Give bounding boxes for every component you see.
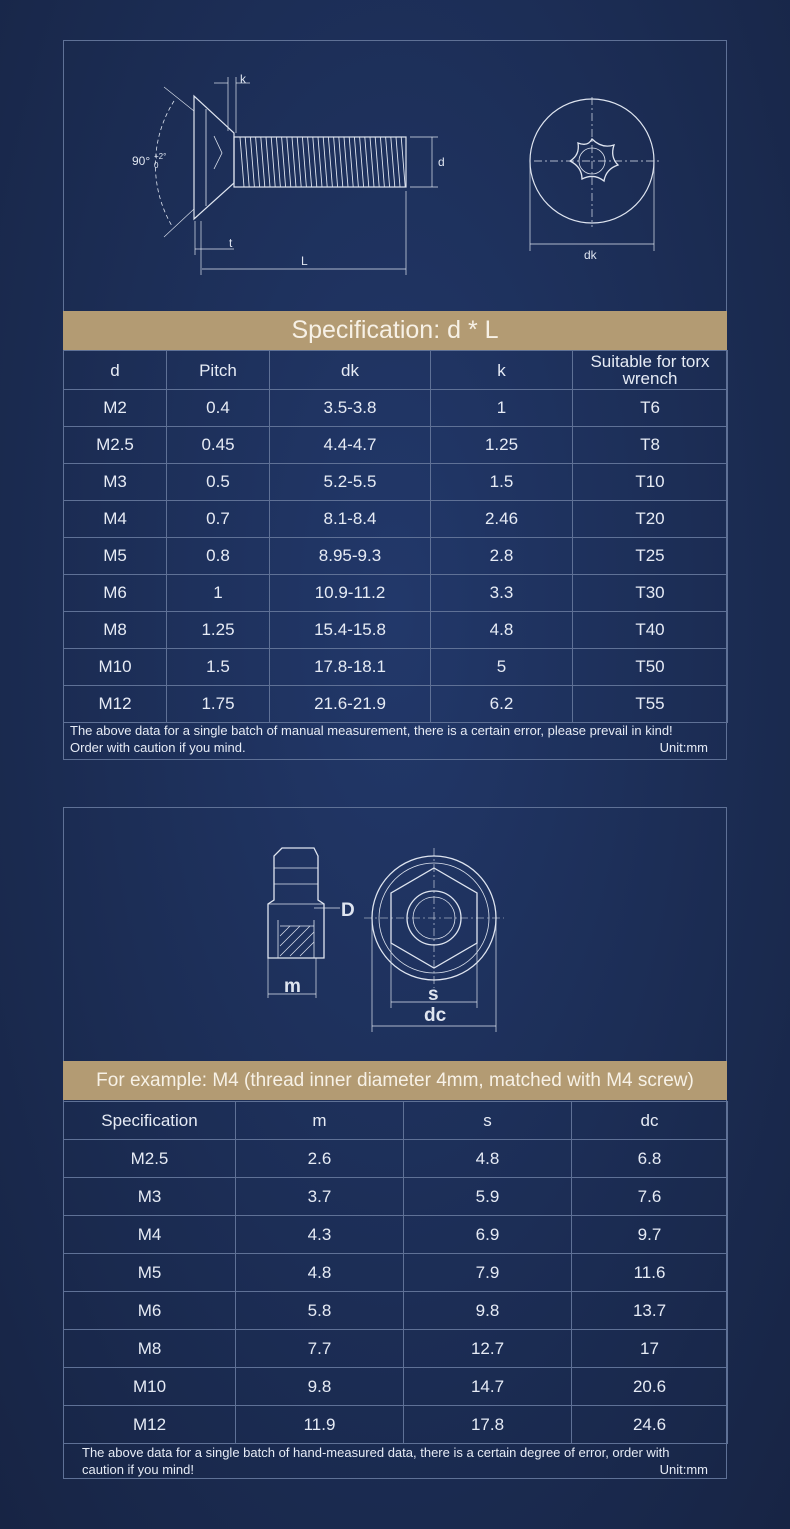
screw-drawing [64,41,726,311]
cell: 8.1-8.4 [270,501,431,538]
cell: 11.6 [572,1254,728,1292]
nut-spec-title: For example: M4 (thread inner diameter 4mm, matched with M4 screw) [63,1061,727,1100]
cell: 4.8 [236,1254,404,1292]
cell: 1 [431,390,573,427]
cell: 11.9 [236,1406,404,1444]
table-row [64,1216,728,1254]
thread-line [292,137,296,187]
cell: 1 [167,575,270,612]
cell: 0.45 [167,427,270,464]
cell: 2.6 [236,1140,404,1178]
thread-line [313,137,317,187]
label-tol-plus: +2° [154,152,167,161]
thread-line [271,137,275,187]
cell: T8 [573,427,728,464]
cell: 17.8 [404,1406,572,1444]
thread-line [344,137,348,187]
label-dk: dk [584,248,597,262]
cell: 3.3 [431,575,573,612]
header-dc: dc [572,1102,728,1140]
cell: 20.6 [572,1368,728,1406]
thread-line [318,137,322,187]
cell: 5 [431,649,573,686]
thread-line [287,137,291,187]
cell: 0.8 [167,538,270,575]
thread-line [245,137,249,187]
thread-line [380,137,384,187]
thread-line [339,137,343,187]
table-row [64,427,728,464]
cell: 0.5 [167,464,270,501]
cell: T55 [573,686,728,723]
label-angle: 90° [132,154,151,168]
table-row [64,1368,728,1406]
table-header-row [64,1102,728,1140]
cell: 4.8 [404,1140,572,1178]
cell: 4.8 [431,612,573,649]
thread-line [328,137,332,187]
thread-line [401,137,405,187]
label-m: m [284,976,301,997]
cell: 7.6 [572,1178,728,1216]
nut-note-text: The above data for a single batch of hand-measured data, there is a certain degree of error, order with caution if you mind! [82,1445,670,1477]
cell: 4.3 [236,1216,404,1254]
thread-line [302,137,306,187]
thread-line [297,137,301,187]
cell: 10.9-11.2 [270,575,431,612]
cell: T30 [573,575,728,612]
header-torx: Suitable for torx wrench [573,351,728,390]
table-header-row [64,351,728,390]
cell: T40 [573,612,728,649]
thread-line [250,137,254,187]
cell: 4.4-4.7 [270,427,431,464]
cell: 1.5 [167,649,270,686]
cell: M3 [64,464,167,501]
cell: 6.8 [572,1140,728,1178]
header-s: s [404,1102,572,1140]
thread-line [375,137,379,187]
label-tol-zero: 0 [154,161,159,170]
thread-line [308,137,312,187]
table-row [64,1406,728,1444]
cell: M12 [64,1406,236,1444]
cell: 9.8 [236,1368,404,1406]
cell: 15.4-15.8 [270,612,431,649]
cell: 1.25 [431,427,573,464]
label-L: L [301,254,308,268]
label-k: k [240,72,246,86]
cell: 2.8 [431,538,573,575]
cell: M3 [64,1178,236,1216]
cell: M6 [64,1292,236,1330]
label-D: D [341,900,355,921]
cell: 5.8 [236,1292,404,1330]
nut-note [82,1444,708,1478]
thread-line [391,137,395,187]
cell: T20 [573,501,728,538]
cell: 12.7 [404,1330,572,1368]
cell: 0.7 [167,501,270,538]
cell: 7.7 [236,1330,404,1368]
thread-line [349,137,353,187]
cell: T25 [573,538,728,575]
thread-line [261,137,265,187]
nut-spec-panel [63,807,727,1479]
table-row [64,1178,728,1216]
screw-spec-title: Specification: d * L [63,311,727,350]
cell: 6.2 [431,686,573,723]
label-t: t [229,236,233,250]
header-k: k [431,351,573,390]
table-row [64,612,728,649]
cell: T50 [573,649,728,686]
label-d: d [438,155,445,169]
screw-note-text: The above data for a single batch of manual measurement, there is a certain error, please prevail in kind! Order with caution if you mind. [70,723,673,755]
table-row [64,1140,728,1178]
thread-line [386,137,390,187]
thread-line [370,137,374,187]
table-row [64,464,728,501]
table-row [64,538,728,575]
screw-spec-panel [63,40,727,760]
cell: 0.4 [167,390,270,427]
header-m: m [236,1102,404,1140]
table-row [64,1254,728,1292]
cell: 9.7 [572,1216,728,1254]
header-specification: Specification [64,1102,236,1140]
screw-unit: Unit:mm [659,740,708,755]
cell: M5 [64,538,167,575]
cell: M10 [64,649,167,686]
cell: M2.5 [64,1140,236,1178]
header-d: d [64,351,167,390]
cell: M12 [64,686,167,723]
table-row [64,390,728,427]
cell: 17.8-18.1 [270,649,431,686]
thread-line [282,137,286,187]
cell: T10 [573,464,728,501]
thread-line [240,137,244,187]
cell: M4 [64,1216,236,1254]
cell: 8.95-9.3 [270,538,431,575]
nut-unit: Unit:mm [659,1462,708,1477]
cell: 5.2-5.5 [270,464,431,501]
cell: M4 [64,501,167,538]
nut-drawing [64,808,726,1061]
label-dc: dc [424,1005,447,1026]
table-row [64,501,728,538]
table-row [64,1292,728,1330]
cell: 1.25 [167,612,270,649]
cell: 13.7 [572,1292,728,1330]
thread-line [266,137,270,187]
cell: 1.75 [167,686,270,723]
table-row [64,649,728,686]
cell: 9.8 [404,1292,572,1330]
thread-line [323,137,327,187]
cell: M8 [64,612,167,649]
cell: 1.5 [431,464,573,501]
cell: 17 [572,1330,728,1368]
cell: 14.7 [404,1368,572,1406]
cell: T6 [573,390,728,427]
thread-line [365,137,369,187]
header-pitch: Pitch [167,351,270,390]
thread-line [256,137,260,187]
thread-line [276,137,280,187]
table-row [64,686,728,723]
table-row [64,1330,728,1368]
cell: 24.6 [572,1406,728,1444]
cell: 3.7 [236,1178,404,1216]
thread-line [360,137,364,187]
cell: M5 [64,1254,236,1292]
cell: 7.9 [404,1254,572,1292]
cell: M2.5 [64,427,167,464]
screw-spec-table [63,350,728,723]
nut-spec-table [63,1101,728,1444]
header-dk: dk [270,351,431,390]
cell: M10 [64,1368,236,1406]
table-row [64,575,728,612]
cell: M6 [64,575,167,612]
label-s: s [428,984,439,1005]
cell: M8 [64,1330,236,1368]
cell: 21.6-21.9 [270,686,431,723]
cell: M2 [64,390,167,427]
thread-line [334,137,338,187]
cell: 6.9 [404,1216,572,1254]
cell: 5.9 [404,1178,572,1216]
thread-line [354,137,358,187]
cell: 3.5-3.8 [270,390,431,427]
screw-note [70,722,708,756]
thread-line [396,137,400,187]
cell: 2.46 [431,501,573,538]
